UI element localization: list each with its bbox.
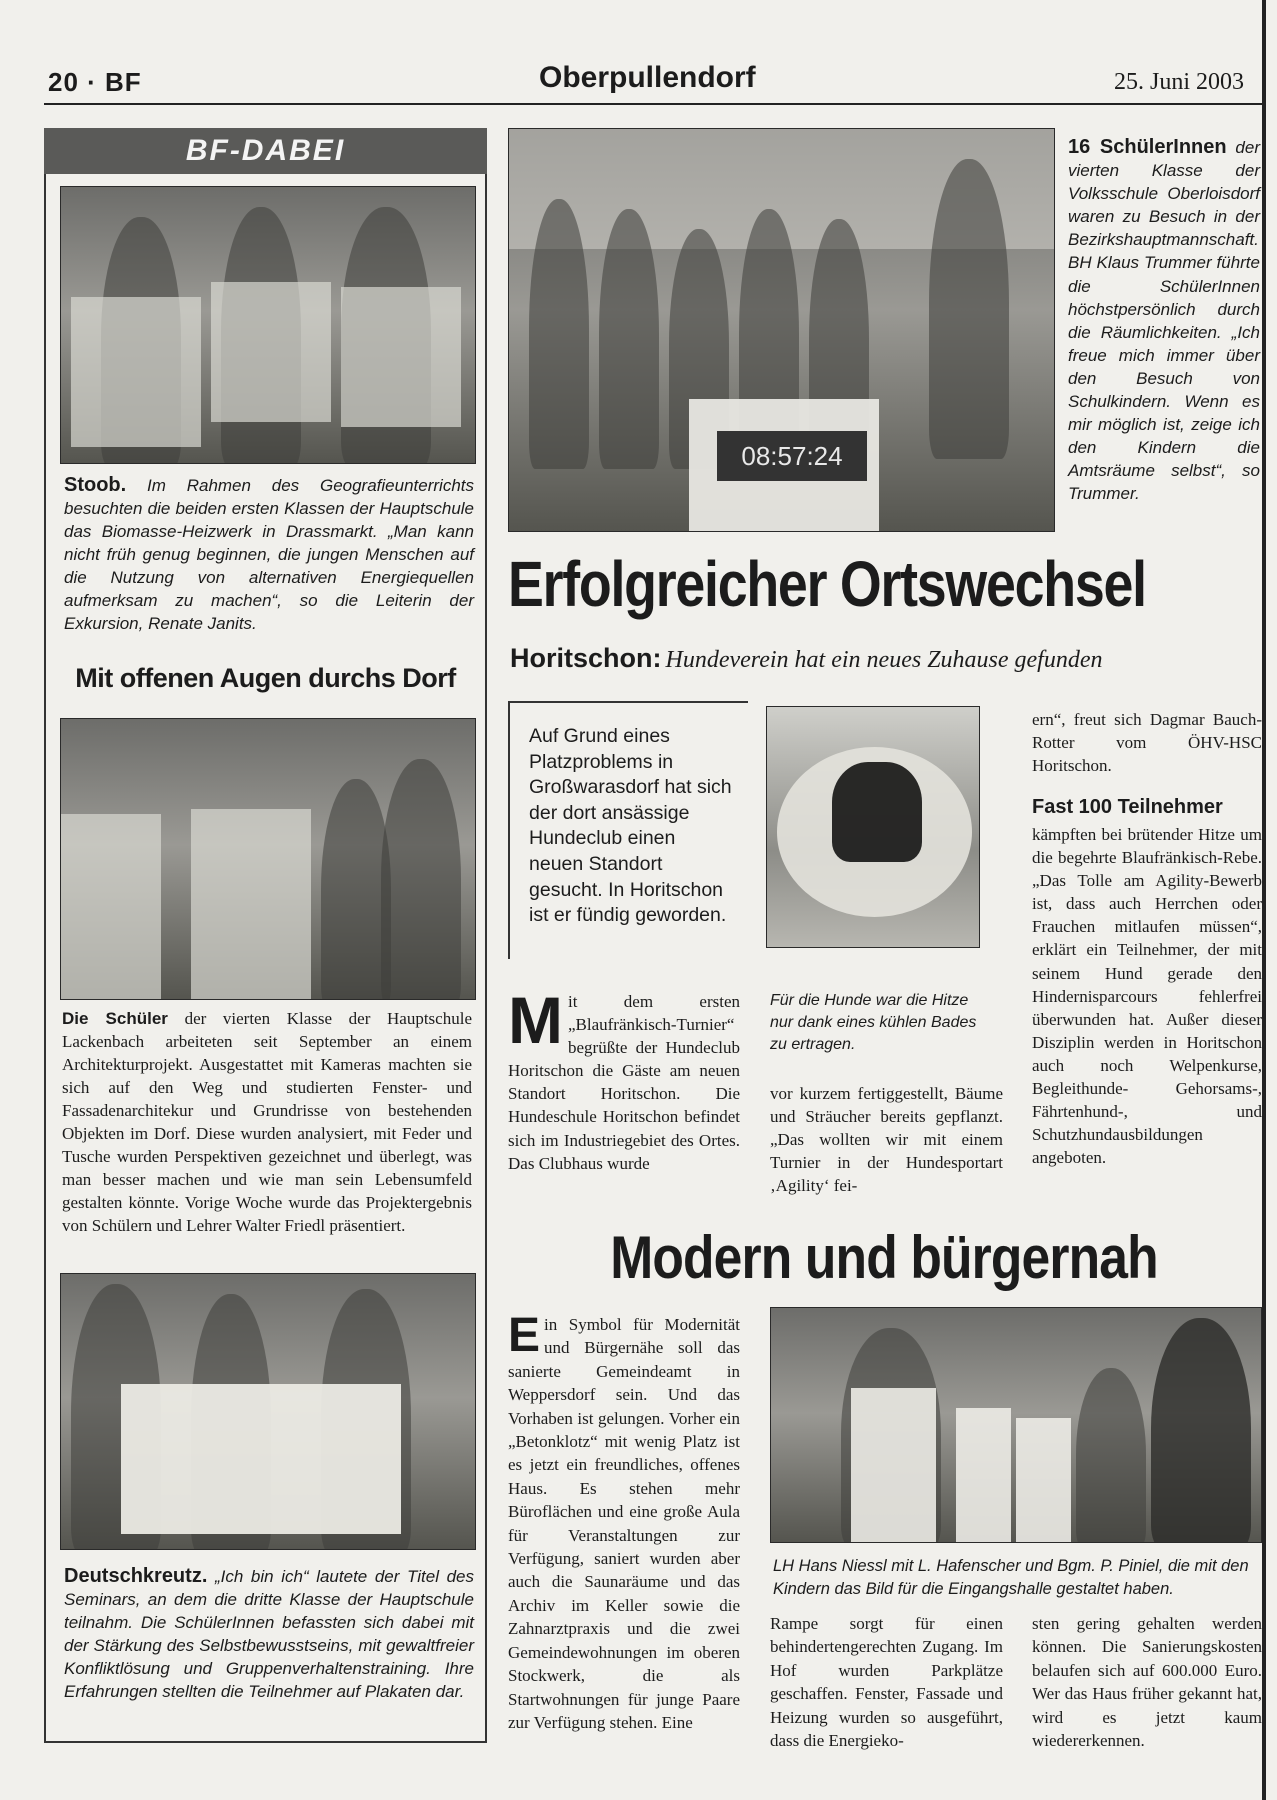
ortswechsel-kicker-place: Horitschon:: [510, 643, 662, 673]
deutschkreutz-lead: Deutschkreutz.: [64, 1565, 208, 1587]
deutschkreutz-text: „Ich bin ich“ lautete der Titel des Seminars, an dem die dritte Klasse der Hauptschule teilnahm. Die SchülerInnen befassten sich dabei mit der Stärkung des Selbstbewusstseins, mit gewaltfreier Konfliktlösung und Gruppenverhaltenstraining. Ihre Erfahrungen stellten die Teilnehmer auf Plakaten dar.: [64, 1567, 474, 1701]
ortswechsel-subhead: Fast 100 Teilnehmer: [1032, 796, 1223, 818]
issue-date: 25. Juni 2003: [1114, 69, 1245, 95]
hund-photo-caption: Für die Hunde war die Hitze nur dank eines kühlen Bades zu ertragen.: [770, 992, 977, 1053]
dorf-text: der vierten Klasse der Hauptschule Lackenbach arbeiteten seit September an einem Architekturprojekt. Ausgestattet mit Kameras machten sie sich auf den Weg und studierten Fenster- und Fassadenarchitekur und Grundrisse von bestehenden Objekten im Dorf. Diese wurden analysiert, mit Feder und Tusche wurden Perspektiven gezeichnet und überlegt, was man besser machen und wie man sein Lebensumfeld gestalten könnte. Vorige Woche wurde das Projektergebnis von Schülern und Lehrer Walter Friedl präsentiert.: [62, 1009, 472, 1235]
page-number: 20 · BF: [48, 67, 142, 97]
modern-col3: sten gering gehalten werden können. Die Sanierungskosten belaufen sich auf 600.000 Euro. Wer das Haus früher gekannt hat, wird es jetzt kaum wiedererkennen.: [1032, 1614, 1262, 1751]
modern-col1: [508, 1309, 740, 1734]
schulklasse-caption: [1068, 136, 1260, 506]
modern-dropcap: E: [508, 1309, 541, 1362]
ortswechsel-headline: Erfolgreicher Ortswechsel: [508, 548, 1146, 620]
ortswechsel-col1-text: it dem ersten „Blaufränkisch-Turnier“ begrüßte der Hundeclub Horitschon die Gäste am neuen Standort Horitschon. Die Hundeschule Horitschon befindet sich im Industriegebiet des Ortes. Das Clubhaus wurde: [508, 992, 740, 1173]
schulklasse-text: der vierten Klasse der Volksschule Oberloisdorf waren zu Besuch in der Bezirkshauptmannschaft. BH Klaus Trummer führte die SchülerInnen höchstpersönlich durch die Räumlichkeiten. „Ich freue mich immer über den Besuch von Schulkindern. Wenn es mir möglich ist, zeige ich den Kindern die Amtsräume selbst“, so Trummer.: [1068, 138, 1260, 504]
deutschkreutz-caption: [64, 1565, 474, 1703]
ortswechsel-col2: vor kurzem fertiggestellt, Bäume und Sträucher bereits gepflanzt. „Das wollten wir mit einem Turnier in der Hundesportart ‚Agility‘ fei-: [770, 1084, 1003, 1196]
section-title: Oberpullendorf: [539, 61, 756, 94]
stoob-lead: Stoob.: [64, 474, 127, 496]
modern-col2: Rampe sorgt für einen behindertengerechten Zugang. Im Hof wurden Parkplätze geschaffen. Fenster, Fassade und Heizung wurden so ausgeführt, dass die Energieko-: [770, 1614, 1003, 1751]
clock-display: 08:57:24: [717, 431, 867, 481]
dorf-photo: [60, 718, 476, 1000]
ortswechsel-kicker: [510, 643, 1270, 674]
ortswechsel-intro: Auf Grund eines Platzproblems in Großwarasdorf hat sich der dort ansässige Hundeclub einen neuen Standort gesucht. In Horitschon ist er fündig geworden.: [529, 725, 732, 927]
schulklasse-photo: [508, 128, 1055, 532]
hund-photo: [766, 706, 980, 948]
gemeindeamt-photo: [770, 1307, 1262, 1543]
ortswechsel-col3a: ern“, freut sich Dagmar Bauch-Rotter vom ÖHV-HSC Horitschon.: [1032, 710, 1262, 776]
stoob-text: Im Rahmen des Geografieunterrichts besuchten die beiden ersten Klassen der Hauptschule das Biomasse-Heizwerk in Drassmarkt. „Man kann nicht früh genug beginnen, die jungen Menschen auf die Nutzung von alternativen Energiequellen aufmerksam zu machen“, so die Leiterin der Exkursion, Renate Janits.: [64, 476, 474, 633]
stoob-caption: [64, 474, 474, 635]
ortswechsel-kicker-text: Hundeverein hat ein neues Zuhause gefunden: [665, 647, 1103, 673]
ortswechsel-dropcap: M: [508, 983, 563, 1057]
modern-headline: Modern und bürgernah: [610, 1224, 1158, 1291]
ortswechsel-col1: [508, 983, 740, 1175]
modern-col1-text: in Symbol für Modernität und Bürgernähe soll das sanierte Gemeindeamt in Weppersdorf sein. Und das Vorhaben ist gelungen. Vorher ein „Betonklotz“ mit wenig Platz ist es jetzt ein freundliches, offenes Haus. Es stehen mehr Büroflächen und eine große Aula für Veranstaltungen zur Verfügung, saniert wurden aber auch die Saunaräume und das Archiv im Keller sowie die Zahnarztpraxis und die zwei Gemeindewohnungen im oberen Stockwerk, die als Startwohnungen für junge Paare zur Verfügung stehen. Eine: [508, 1315, 740, 1732]
schulklasse-lead: 16 SchülerInnen: [1068, 136, 1227, 158]
deutschkreutz-photo: [60, 1273, 476, 1550]
gemeindeamt-caption: LH Hans Niessl mit L. Hafenscher und Bgm. P. Piniel, die mit den Kindern das Bild für die Eingangshalle gestaltet haben.: [773, 1557, 1249, 1598]
dorf-lead: Die Schüler: [62, 1009, 168, 1028]
dorf-headline: Mit offenen Augen durchs Dorf: [75, 663, 456, 693]
header-rule: [44, 103, 1262, 105]
bf-dabei-banner: BF-DABEI: [44, 128, 487, 174]
dorf-article: [62, 1007, 472, 1237]
stoob-photo: [60, 186, 476, 464]
ortswechsel-col3b: kämpften bei brütender Hitze um die begehrte Blaufränkisch-Rebe. „Das Tolle am Agility-Bewerb ist, dass auch Herrchen oder Frauchen mitlaufen müssen“, erklärt ein Teilnehmer, der mit seinem Hund gerade den Hindernisparcours fehlerfrei überwunden hat. Außer dieser Disziplin werden in Horitschon auch noch Welpenkurse, Begleithunde- Gehorsams-, Fährtenhund-, und Schutzhundausbildungen angeboten.: [1032, 825, 1262, 1168]
page-edge-rule: [1262, 0, 1266, 1800]
